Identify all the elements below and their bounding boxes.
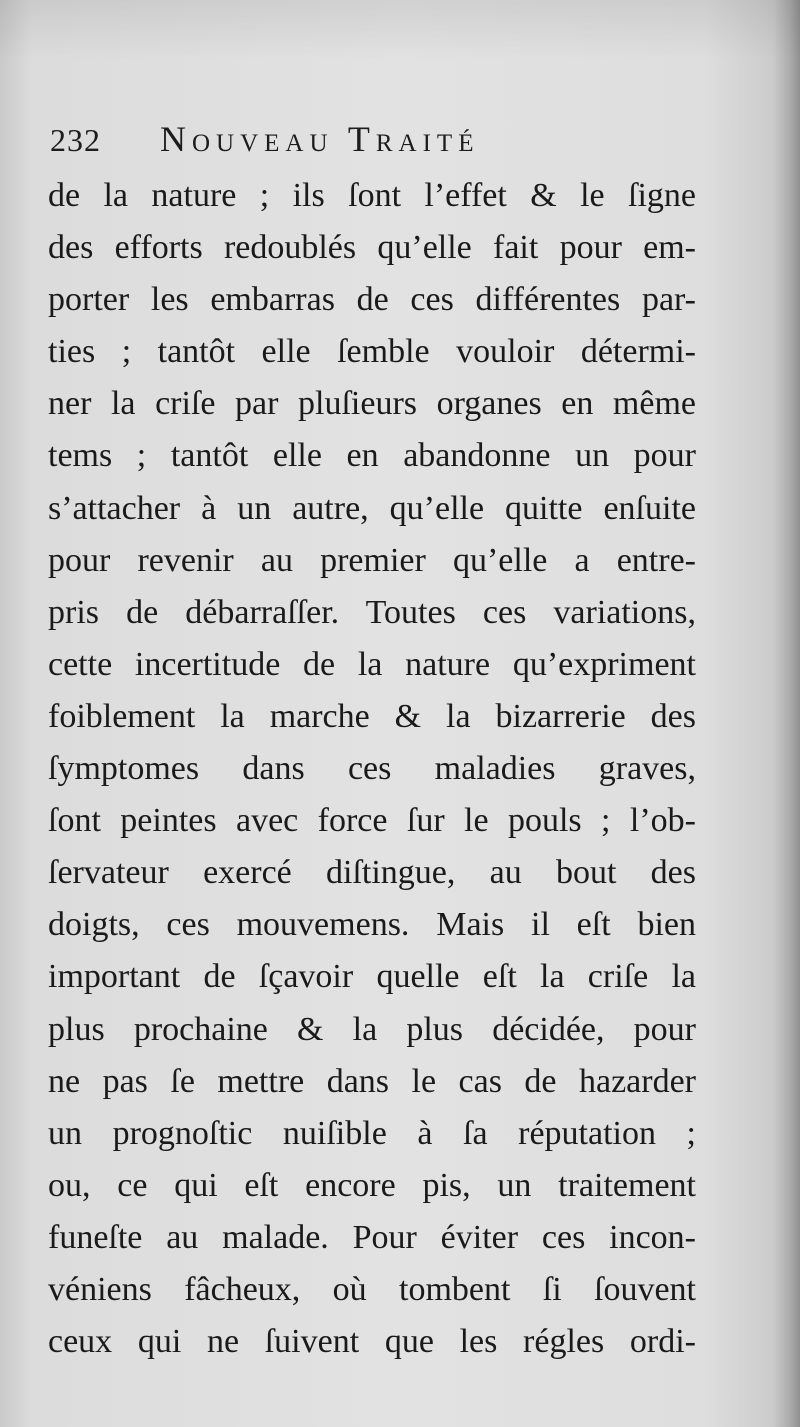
text-line: des efforts redoublés qu’elle fait pour em-: [48, 229, 696, 267]
text-line: ties ; tantôt elle ſemble vouloir détermi-: [48, 333, 696, 371]
text-line: porter les embarras de ces différentes par-: [48, 281, 696, 319]
text-line: s’attacher à un autre, qu’elle quitte enſuite: [48, 489, 696, 527]
text-line: doigts, ces mouvemens. Mais il eſt bien: [48, 906, 696, 944]
text-line: plus prochaine & la plus décidée, pour: [48, 1010, 696, 1048]
text-line: ſont peintes avec force ſur le pouls ; l’ob-: [48, 802, 696, 840]
text-line: important de ſçavoir quelle eſt la criſe la: [48, 958, 696, 996]
page-top-shadow: [0, 0, 800, 60]
page-gutter-edge: [774, 0, 800, 1427]
text-line: ne pas ſe mettre dans le cas de hazarder: [48, 1062, 696, 1100]
text-line: cette incertitude de la nature qu’expriment: [48, 645, 696, 683]
text-line: ſymptomes dans ces maladies graves,: [48, 750, 696, 788]
text-line: ceux qui ne ſuivent que les régles ordi-: [48, 1323, 696, 1361]
running-title: Nouveau Traité: [160, 119, 480, 159]
text-line: pour revenir au premier qu’elle a entre-: [48, 541, 696, 579]
text-line: pris de débarraſſer. Toutes ces variations,: [48, 593, 696, 631]
page-number: 232: [50, 122, 101, 158]
text-line: ner la criſe par pluſieurs organes en même: [48, 385, 696, 423]
text-line: ſervateur exercé diſtingue, au bout des: [48, 854, 696, 892]
text-line: ou, ce qui eſt encore pis, un traitement: [48, 1166, 696, 1204]
text-line: de la nature ; ils ſont l’effet & le ſigne: [48, 177, 696, 214]
text-line: foiblement la marche & la bizarrerie des: [48, 697, 696, 735]
running-head: [50, 118, 610, 162]
text-line: un prognoſtic nuiſible à ſa réputation ;: [48, 1114, 696, 1152]
text-line: funeſte au malade. Pour éviter ces incon-: [48, 1218, 696, 1256]
text-line: véniens fâcheux, où tombent ſi ſouvent: [48, 1270, 696, 1308]
body-text: [48, 170, 696, 1368]
text-line: tems ; tantôt elle en abandonne un pour: [48, 437, 696, 475]
